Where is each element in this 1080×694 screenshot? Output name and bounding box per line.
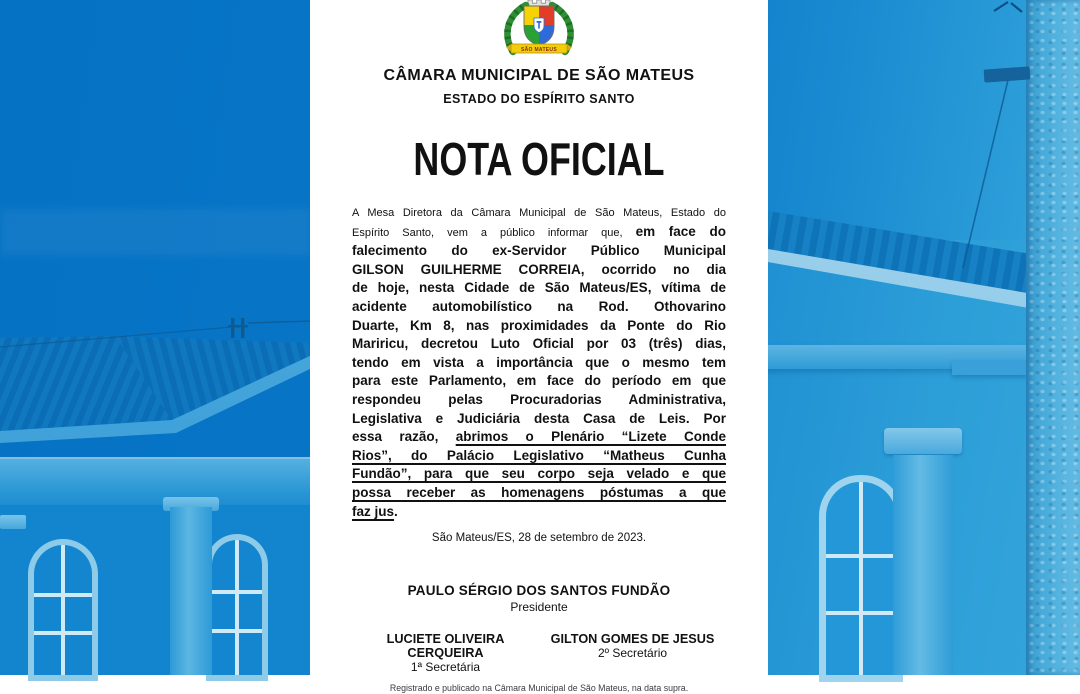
date-line: São Mateus/ES, 28 de setembro de 2023. bbox=[431, 532, 647, 545]
body-text-segment: GILSON GUILHERME CORREIA, ocorrido no dia bbox=[352, 261, 726, 277]
utility-pole bbox=[241, 318, 245, 338]
utility-pole bbox=[231, 318, 235, 338]
second-secretary-role: 2º Secretário bbox=[597, 646, 668, 661]
body-text-segment: tendo em vista a importância que o mesmo tem bbox=[352, 354, 726, 370]
body-text-segment: respondeu pelas Procuradorias Administrativa, bbox=[352, 391, 726, 407]
body-line-3 bbox=[352, 242, 726, 261]
body-line-4 bbox=[352, 261, 726, 280]
body-text-segment: Fundão”, para que seu corpo seja velado e que bbox=[352, 466, 726, 482]
body-text-segment: em face do bbox=[635, 223, 727, 239]
body-text-segment: Rios”, do Palácio Legislativo “Matheus Cunha bbox=[352, 447, 726, 463]
note-body bbox=[352, 203, 726, 521]
body-text-segment: de hoje, nesta Cidade de São Mateus/ES, vítima de bbox=[352, 280, 726, 296]
body-line-10 bbox=[352, 372, 726, 391]
body-line-13 bbox=[352, 428, 726, 447]
utility-pole-crossarm bbox=[228, 325, 248, 328]
body-line-2 bbox=[352, 223, 726, 243]
banner-text: SÃO MATEUS bbox=[521, 46, 557, 53]
body-text-segment: A Mesa Diretora da Câmara Municipal de São Mateus, Estado do bbox=[352, 207, 726, 219]
body-line-14 bbox=[352, 447, 726, 466]
first-secretary-name: LUCIETE OLIVEIRA CERQUEIRA bbox=[386, 632, 505, 661]
body-text-segment: possa receber as homenagens póstumas a que bbox=[352, 484, 726, 500]
president-role: Presidente bbox=[510, 600, 568, 615]
body-line-7 bbox=[352, 317, 726, 336]
body-line-1 bbox=[352, 203, 726, 223]
registration-footer-note: Registrado e publicado na Câmara Municipal de São Mateus, na data supra. bbox=[389, 683, 689, 694]
president-name: PAULO SÉRGIO DOS SANTOS FUNDÃO bbox=[407, 583, 671, 599]
body-text-segment: essa razão, bbox=[352, 429, 456, 445]
body-line-6 bbox=[352, 298, 726, 317]
body-line-16 bbox=[352, 484, 726, 503]
second-secretary-block bbox=[539, 632, 726, 674]
body-line-8 bbox=[352, 335, 726, 354]
first-secretary-role: 1ª Secretária bbox=[410, 660, 481, 675]
body-text-segment: Espírito Santo, vem a público informar que, bbox=[352, 226, 636, 239]
body-line-15 bbox=[352, 465, 726, 484]
palm-fronds bbox=[994, 2, 1022, 12]
president-signature-block bbox=[352, 583, 726, 614]
power-wire bbox=[0, 327, 232, 347]
body-text-segment: faz jus bbox=[352, 503, 395, 519]
guy-cable bbox=[963, 80, 1008, 268]
body-text-segment: Duarte, Km 8, nas proximidades da Ponte do Rio bbox=[352, 317, 726, 333]
body-line-5 bbox=[352, 279, 726, 298]
official-note-document bbox=[310, 0, 768, 694]
body-text-segment: Mariricu, decretou Luto Oficial por 03 (três) dias, bbox=[352, 336, 726, 352]
state-name: ESTADO DO ESPÍRITO SANTO bbox=[443, 92, 635, 106]
note-title: NOTA OFICIAL bbox=[413, 133, 665, 185]
body-line-11 bbox=[352, 391, 726, 410]
body-line-9 bbox=[352, 354, 726, 373]
body-text-segment: Legislativa e Judiciária desta Casa de Leis. Por bbox=[352, 410, 726, 426]
body-line-12 bbox=[352, 410, 726, 429]
org-name: CÂMARA MUNICIPAL DE SÃO MATEUS bbox=[383, 67, 695, 84]
inner-shield-mark bbox=[538, 22, 540, 28]
coat-of-arms bbox=[499, 0, 579, 58]
first-secretary-block bbox=[352, 632, 539, 674]
body-text-segment: . bbox=[394, 503, 398, 519]
body-text-segment: acidente automobilístico na Rod. Othovarino bbox=[352, 298, 726, 314]
body-text-segment: abrimos o Plenário “Lizete Conde bbox=[455, 429, 726, 445]
second-secretary-name: GILTON GOMES DE JESUS bbox=[550, 632, 715, 647]
secretaries-signature-row bbox=[352, 632, 726, 674]
power-wire bbox=[248, 321, 311, 323]
body-text-segment: falecimento do ex-Servidor Público Municipal bbox=[352, 243, 726, 259]
body-line-17 bbox=[352, 503, 726, 522]
body-text-segment: para este Parlamento, em face do período em que bbox=[352, 373, 726, 389]
